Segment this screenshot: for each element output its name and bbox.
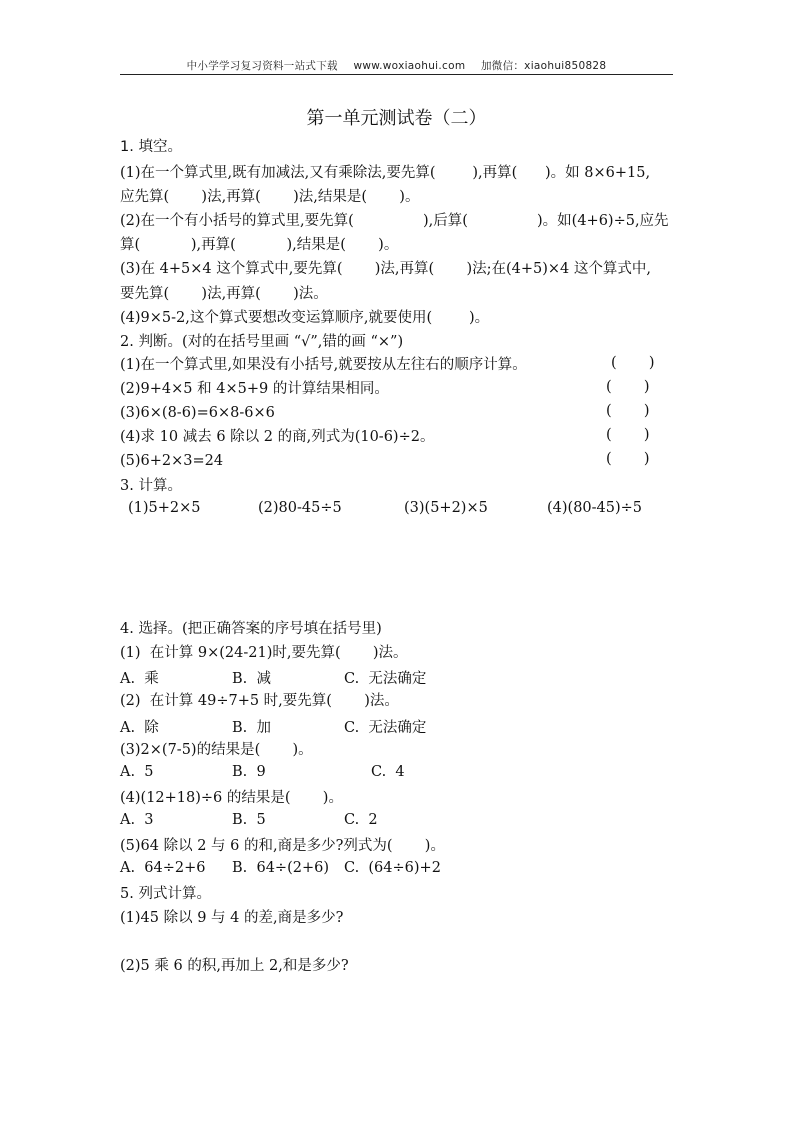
- q2-bracket-5[interactable]: ( ): [606, 451, 650, 467]
- header-url[interactable]: www.woxiaohui.com: [353, 60, 466, 72]
- q2-bracket-1[interactable]: ( ): [611, 355, 655, 371]
- header-divider: [120, 74, 673, 75]
- q2-item-4: (4)求 10 减去 6 除以 2 的商,列式为(10-6)÷2。: [120, 429, 435, 445]
- q4-q3-option-c[interactable]: C. 4: [371, 764, 405, 780]
- q2-item-1: (1)在一个算式里,如果没有小括号,就要按从左往右的顺序计算。: [120, 357, 527, 373]
- q4-q2-option-c[interactable]: C. 无法确定: [344, 720, 427, 736]
- q2-bracket-4[interactable]: ( ): [606, 427, 650, 443]
- q2-bracket-2[interactable]: ( ): [606, 379, 650, 395]
- q5-heading: 5. 列式计算。: [120, 886, 211, 902]
- q1-line-7: (4)9×5-2,这个算式要想改变运算顺序,就要使用( )。: [120, 310, 490, 326]
- q1-line-1: (1)在一个算式里,既有加减法,又有乘除法,要先算( ),再算( )。如 8×6+15,: [120, 165, 651, 181]
- q4-question-5: (5)64 除以 2 与 6 的和,商是多少?列式为( )。: [120, 838, 445, 854]
- q4-q5-option-a[interactable]: A. 64÷2+6: [120, 860, 206, 876]
- q4-question-4: (4)(12+18)÷6 的结果是( )。: [120, 790, 343, 806]
- q1-line-2: 应先算( )法,再算( )法,结果是( )。: [120, 189, 420, 205]
- q1-heading: 1. 填空。: [120, 139, 182, 155]
- q4-q3-option-b[interactable]: B. 9: [232, 764, 266, 780]
- q5-item-1: (1)45 除以 9 与 4 的差,商是多少?: [120, 910, 344, 926]
- header-wechat: 加微信：xiaohui850828: [480, 60, 607, 72]
- q4-q5-option-b[interactable]: B. 64÷(2+6): [232, 860, 329, 876]
- q4-q4-option-c[interactable]: C. 2: [344, 812, 378, 828]
- q2-bracket-3[interactable]: ( ): [606, 403, 650, 419]
- q2-item-5: (5)6+2×3=24: [120, 453, 224, 469]
- q4-q2-option-a[interactable]: A. 除: [120, 720, 159, 736]
- q3-heading: 3. 计算。: [120, 478, 182, 494]
- q4-q5-option-c[interactable]: C. (64÷6)+2: [344, 860, 441, 876]
- q3-item-3: (3)(5+2)×5: [404, 500, 488, 516]
- q4-question-2: (2) 在计算 49÷7+5 时,要先算( )法。: [120, 693, 399, 709]
- header-site-desc: 中小学学习复习资料一站式下载: [186, 60, 338, 72]
- q1-line-4: 算( ),再算( ),结果是( )。: [120, 237, 399, 253]
- q1-line-6: 要先算( )法,再算( )法。: [120, 286, 328, 302]
- q1-line-5: (3)在 4+5×4 这个算式中,要先算( )法,再算( )法;在(4+5)×4 这个算式中,: [120, 261, 651, 277]
- page-header: [120, 58, 673, 73]
- q4-q1-option-a[interactable]: A. 乘: [120, 671, 159, 687]
- q2-item-2: (2)9+4×5 和 4×5+9 的计算结果相同。: [120, 381, 389, 397]
- page-title: 第一单元测试卷（二）: [306, 108, 487, 129]
- q2-item-3: (3)6×(8-6)=6×8-6×6: [120, 405, 275, 421]
- q3-item-1: (1)5+2×5: [128, 500, 201, 516]
- q1-line-3: (2)在一个有小括号的算式里,要先算( ),后算( )。如(4+6)÷5,应先: [120, 213, 669, 229]
- q4-q4-option-b[interactable]: B. 5: [232, 812, 266, 828]
- q4-q3-option-a[interactable]: A. 5: [120, 764, 154, 780]
- q4-q1-option-c[interactable]: C. 无法确定: [344, 671, 427, 687]
- q4-q4-option-a[interactable]: A. 3: [120, 812, 154, 828]
- q4-heading: 4. 选择。(把正确答案的序号填在括号里): [120, 621, 382, 637]
- q5-item-2: (2)5 乘 6 的积,再加上 2,和是多少?: [120, 958, 349, 974]
- q3-item-2: (2)80-45÷5: [258, 500, 342, 516]
- q4-question-1: (1) 在计算 9×(24-21)时,要先算( )法。: [120, 645, 408, 661]
- q4-question-3: (3)2×(7-5)的结果是( )。: [120, 742, 313, 758]
- q4-q1-option-b[interactable]: B. 减: [232, 671, 271, 687]
- q3-item-4: (4)(80-45)÷5: [547, 500, 643, 516]
- q2-heading: 2. 判断。(对的在括号里画 “√”,错的画 “×”): [120, 334, 404, 350]
- q4-q2-option-b[interactable]: B. 加: [232, 720, 271, 736]
